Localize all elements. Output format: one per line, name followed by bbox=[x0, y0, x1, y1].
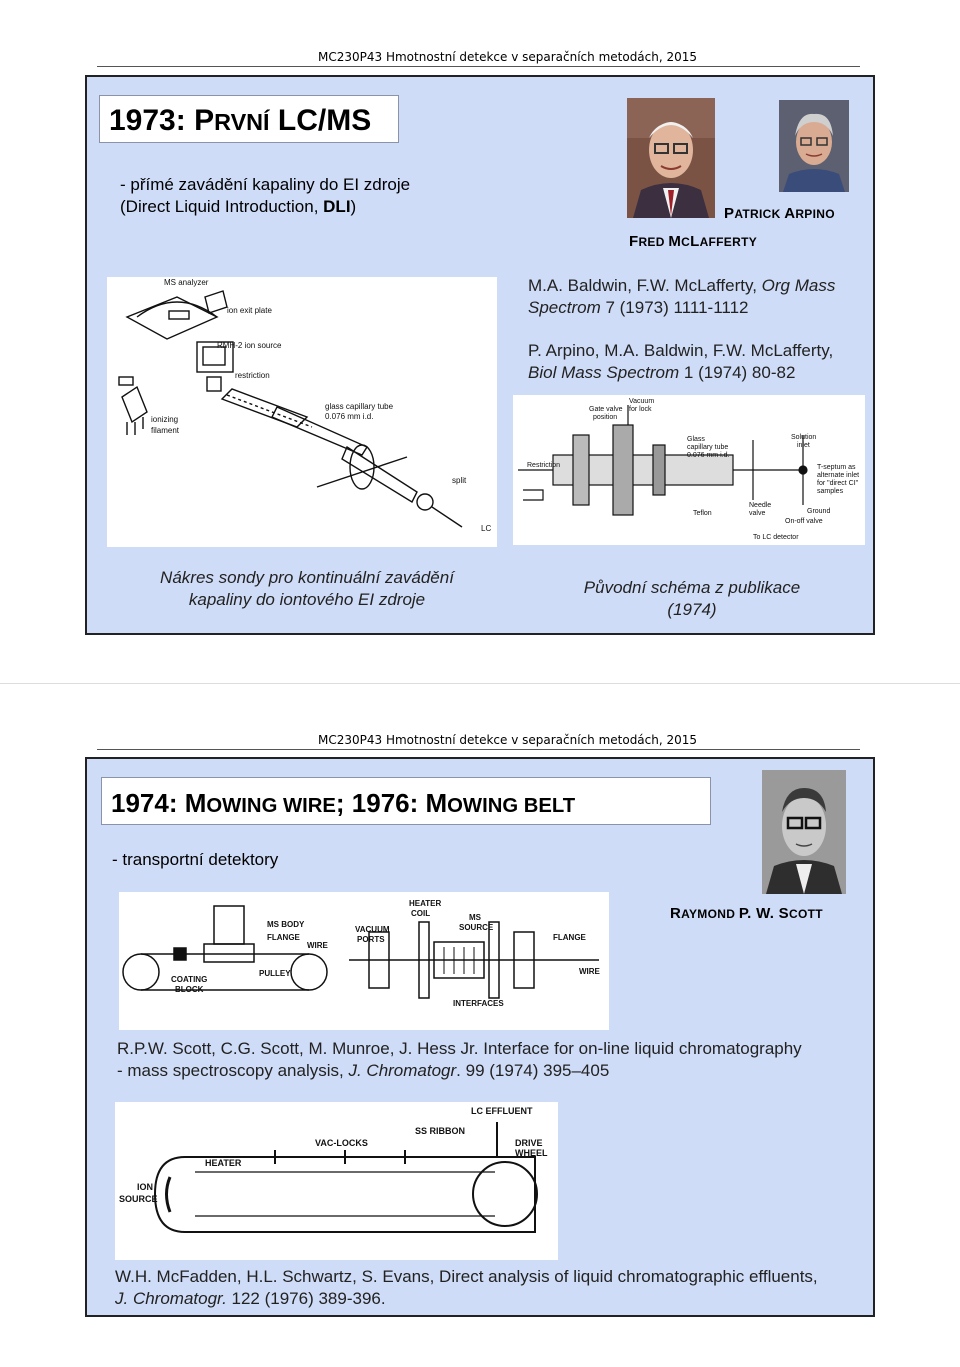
label: COATING bbox=[171, 975, 208, 984]
slide-1974 bbox=[85, 757, 875, 1317]
ref-line: Biol Mass Spectrom 1 (1974) 80-82 bbox=[528, 363, 796, 382]
label: capillary tube bbox=[687, 444, 729, 451]
label: VACUUM bbox=[355, 925, 390, 934]
label: INTERFACES bbox=[453, 999, 504, 1008]
title-year: 1973: bbox=[109, 104, 195, 137]
label: 0.076 mm i.d. bbox=[325, 412, 374, 421]
label: Restriction bbox=[527, 462, 561, 469]
label: WIRE bbox=[307, 941, 328, 950]
moving-belt-drawing bbox=[115, 1102, 558, 1260]
moving-wire-drawing bbox=[119, 892, 609, 1030]
label: SOURCE bbox=[459, 923, 494, 932]
label: MS BODY bbox=[267, 920, 305, 929]
mclafferty-photo bbox=[627, 98, 715, 218]
label: Teflon bbox=[693, 510, 712, 517]
label: alternate inlet bbox=[817, 472, 860, 479]
scott-photo bbox=[762, 770, 846, 894]
label: To LC detector bbox=[753, 534, 799, 541]
label: PULLEY bbox=[259, 969, 291, 978]
label: split bbox=[452, 476, 467, 485]
ref-line: - mass spectroscopy analysis, J. Chromatogr. 99 (1974) 395–405 bbox=[117, 1061, 610, 1080]
label: restriction bbox=[235, 371, 270, 380]
label: for "direct CI" bbox=[817, 480, 859, 487]
slide-title bbox=[99, 95, 399, 143]
person-mclafferty: FRED MCLAFFERTY bbox=[629, 233, 758, 250]
label: Solution bbox=[791, 434, 817, 441]
label: WHEEL bbox=[515, 1148, 548, 1158]
title-part: LC/MS bbox=[269, 104, 372, 137]
label: HEATER bbox=[205, 1158, 242, 1168]
label: FLANGE bbox=[553, 933, 586, 942]
page-header: MC230P43 Hmotnostní detekce v separačních metodách, 2015 bbox=[318, 50, 698, 64]
reference-mcfadden bbox=[115, 1266, 818, 1310]
page-divider bbox=[0, 683, 960, 684]
original-schematic bbox=[513, 395, 865, 545]
label: COIL bbox=[411, 909, 431, 918]
header-rule bbox=[97, 749, 860, 750]
title-part: RVNÍ bbox=[214, 109, 270, 135]
label: WIRE bbox=[579, 967, 600, 976]
dli-probe-drawing bbox=[107, 277, 497, 547]
ref-line: P. Arpino, M.A. Baldwin, F.W. McLafferty, bbox=[528, 341, 834, 360]
label: SOURCE bbox=[119, 1194, 158, 1204]
bullet-transport: - transportní detektory bbox=[112, 850, 279, 869]
label: valve bbox=[749, 510, 766, 517]
label: HEATER bbox=[409, 899, 442, 908]
label: samples bbox=[817, 488, 844, 495]
label: 0.076 mm i.d. bbox=[687, 452, 730, 459]
label: MS bbox=[469, 913, 481, 922]
label: ionizing bbox=[151, 415, 179, 424]
label: inlet bbox=[797, 442, 810, 449]
label: filament bbox=[151, 426, 180, 435]
label: Needle bbox=[749, 502, 772, 509]
label: PORTS bbox=[357, 935, 385, 944]
bullet-line: (Direct Liquid Introduction, DLI) bbox=[120, 197, 357, 216]
label: LC bbox=[481, 524, 492, 533]
title-part: P bbox=[194, 104, 215, 137]
label: Gate valve bbox=[589, 406, 623, 413]
label: for lock bbox=[629, 406, 652, 413]
person-scott: RAYMOND P. W. SCOTT bbox=[670, 905, 823, 922]
label: ION bbox=[137, 1182, 154, 1192]
ref-line: R.P.W. Scott, C.G. Scott, M. Munroe, J. Hess Jr. Interface for on-line liquid chromatography bbox=[117, 1039, 802, 1058]
label: VAC-LOCKS bbox=[315, 1138, 368, 1148]
label: Ground bbox=[807, 508, 831, 515]
label: FLANGE bbox=[267, 933, 300, 942]
ref-line: Spectrom 7 (1973) 1111-1112 bbox=[528, 298, 749, 317]
label: On-off valve bbox=[785, 518, 823, 525]
label: BLOCK bbox=[175, 985, 204, 994]
ref-line: W.H. McFadden, H.L. Schwartz, S. Evans, Direct analysis of liquid chromatographic effluents, bbox=[115, 1267, 818, 1286]
bullet-dli bbox=[120, 174, 410, 218]
header-rule bbox=[97, 66, 860, 67]
caption-schematic: Původní schéma z publikace (1974) bbox=[583, 578, 801, 619]
reference-scott bbox=[117, 1038, 802, 1082]
label: Vacuum bbox=[629, 398, 655, 405]
arpino-photo bbox=[779, 100, 849, 192]
slide-1973 bbox=[85, 75, 875, 635]
ref-line: J. Chromatogr. 122 (1976) 389-396. bbox=[115, 1289, 386, 1308]
label: T-septum as bbox=[817, 464, 856, 471]
label: glass capillary tube bbox=[325, 402, 394, 411]
ref-line: M.A. Baldwin, F.W. McLafferty, Org Mass bbox=[528, 276, 836, 295]
bullet-line: - přímé zavádění kapaliny do EI zdroje bbox=[120, 175, 411, 194]
reference-1973 bbox=[528, 275, 835, 319]
label: MS analyzer bbox=[164, 278, 209, 287]
label: DRIVE bbox=[515, 1138, 543, 1148]
label: ion exit plate bbox=[227, 306, 272, 315]
slide-title: 1974: MOWING WIRE; 1976: MOWING BELT bbox=[101, 777, 711, 825]
label: Glass bbox=[687, 436, 705, 443]
person-arpino: PATRICK ARPINO bbox=[724, 205, 835, 222]
label: position bbox=[593, 414, 618, 421]
page-header: MC230P43 Hmotnostní detekce v separačních metodách, 2015 bbox=[318, 733, 698, 747]
label: LC EFFLUENT bbox=[471, 1106, 533, 1116]
reference-1974 bbox=[528, 340, 833, 384]
label: RMH-2 ion source bbox=[217, 341, 282, 350]
caption-probe: Nákres sondy pro kontinuální zavádění kapaliny do iontového EI zdroje bbox=[160, 568, 454, 609]
label: SS RIBBON bbox=[415, 1126, 466, 1136]
